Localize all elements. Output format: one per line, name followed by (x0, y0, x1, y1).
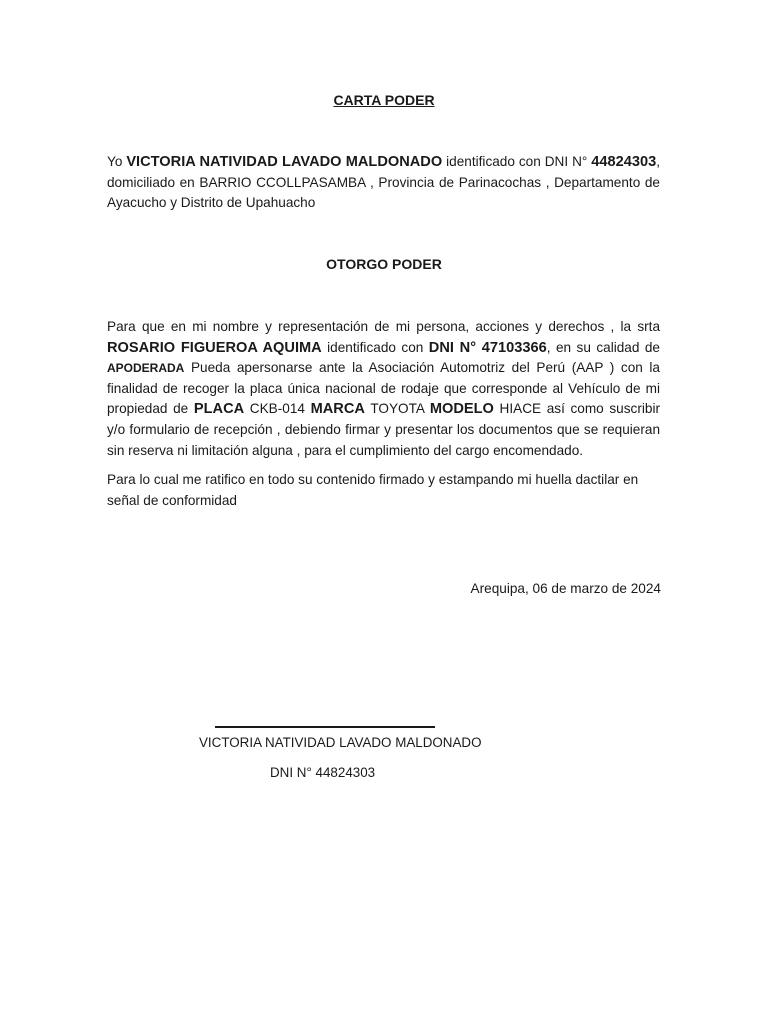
placa-value: CKB-014 (244, 401, 311, 417)
grantor-name: VICTORIA NATIVIDAD LAVADO MALDONADO (126, 154, 443, 170)
purpose-text: Pueda apersonarse ante la Asociación Automotriz del Perú (AAP ) con la finalidad de recoger la placa única nacional de rodaje que corresponde al Vehículo de mi propiedad de (107, 360, 660, 417)
grantor-dni: 44824303 (591, 154, 657, 170)
modelo-value: HIACE (493, 401, 542, 417)
signature-name: VICTORIA NATIVIDAD LAVADO MALDONADO (199, 735, 482, 750)
agent-name: ROSARIO FIGUEROA AQUIMA (107, 339, 322, 356)
agent-dni: DNI N° 47103366 (428, 339, 547, 356)
grantor-id-text: identificado con DNI N° (442, 154, 592, 169)
closing-text: así como suscribir y/o formulario de recepción , debiendo firmar y presentar los documentos que se requieran sin reserva ni limitación alguna , para el cumplimiento del cargo encomendado. (107, 401, 660, 458)
apoderada-label: APODERADA (107, 361, 185, 376)
yo-text: Yo (107, 154, 127, 169)
document-title: CARTA PODER (333, 92, 435, 108)
placa-label: PLACA (193, 401, 245, 418)
grantor-paragraph (107, 152, 660, 214)
date-line: Arequipa, 06 de marzo de 2024 (470, 581, 661, 596)
power-paragraph (107, 317, 660, 461)
signature-dni: DNI N° 44824303 (270, 765, 376, 780)
section-subtitle: OTORGO PODER (326, 256, 442, 272)
power-intro: Para que en mi nombre y representación de mi persona, acciones y derechos , la srta (107, 319, 660, 334)
marca-value: TOYOTA (364, 401, 430, 417)
marca-label: MARCA (310, 401, 365, 418)
modelo-label: MODELO (429, 401, 494, 418)
calidad-text: , en su calidad de (546, 339, 660, 355)
agent-id-text: identificado con (321, 339, 429, 355)
signature-line (215, 726, 435, 728)
ratification-paragraph: Para lo cual me ratifico en todo su contenido firmado y estampando mi huella dactilar en señal de conformidad (107, 472, 639, 508)
grantor-address: , domiciliado en BARRIO CCOLLPASAMBA , Provincia de Parinacochas , Departamento de Ayacucho y Distrito de Upahuacho (107, 154, 660, 211)
